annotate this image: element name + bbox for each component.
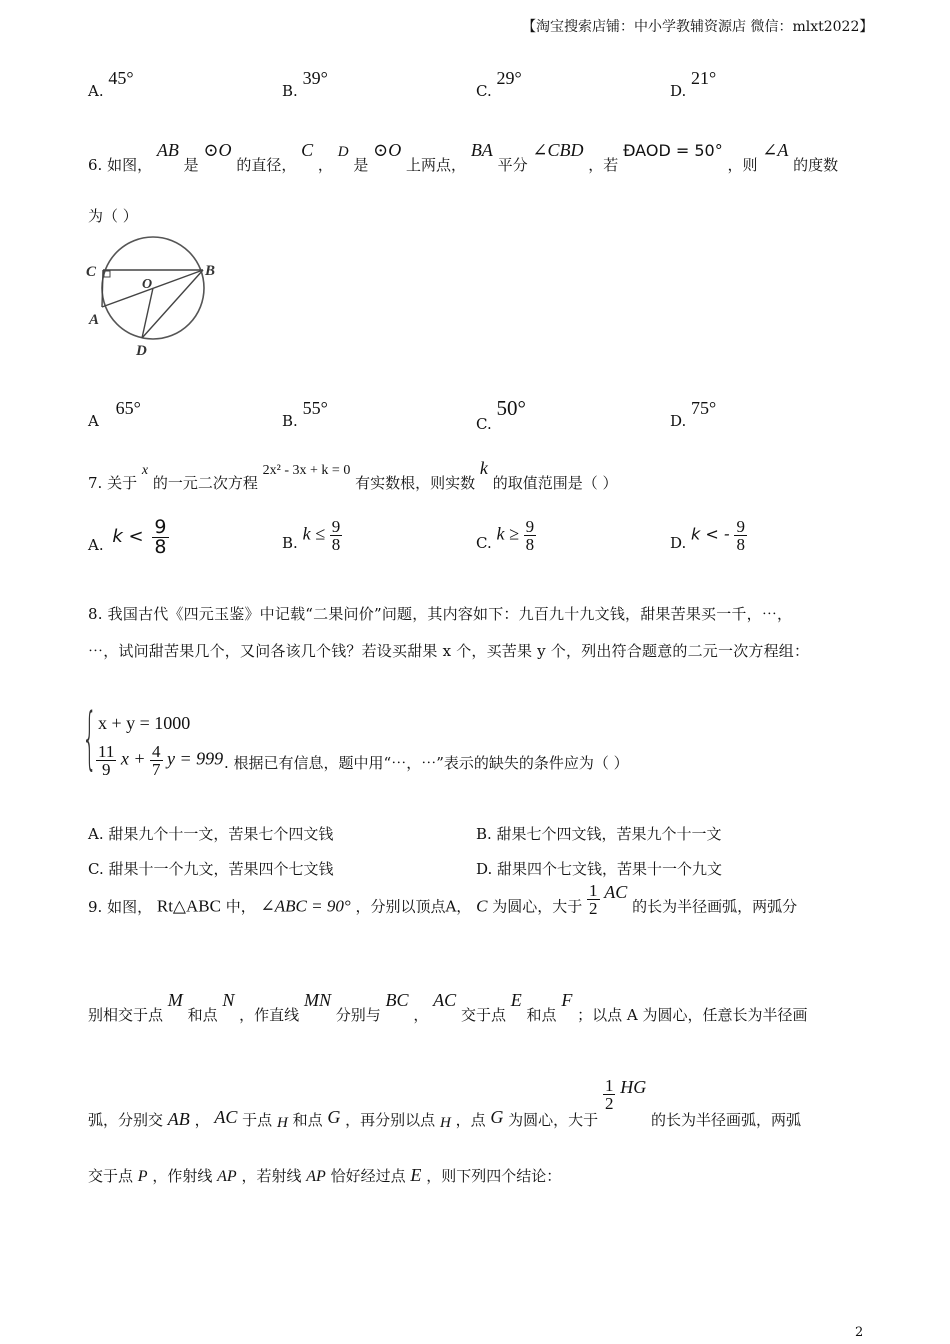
q8-after-text: . 根据已有信息，题中用“⋯，⋯”表示的缺失的条件应为（ ） — [224, 754, 629, 772]
text: 9. 如图， — [88, 897, 153, 916]
q8-option-c: C. 甜果十一个九文，苦果四个七文钱 — [88, 860, 334, 878]
fraction — [734, 518, 747, 553]
q7-option-a — [88, 518, 169, 557]
text: 为圆心，大于 — [492, 897, 583, 916]
q8-line2: ⋯，试问甜苦果几个，又问各该几个钱？若设买甜果 x 个，买苦果 y 个，列出符合题意的二元一次方程组： — [88, 642, 810, 660]
label-c: C — [86, 264, 97, 280]
fraction-half — [587, 882, 600, 917]
page-number: 2 — [855, 1325, 864, 1340]
label-d: D — [136, 343, 147, 359]
math-AP: AP — [217, 1168, 237, 1185]
denominator: 2 — [589, 899, 598, 918]
label-b: B — [205, 263, 216, 279]
math-k: k — [479, 458, 488, 478]
text: 恰好经过点 — [330, 1167, 406, 1185]
q9-line4 — [88, 1165, 561, 1186]
numerator: 9 — [736, 517, 745, 536]
option-label: B. — [282, 82, 298, 100]
q5-option-a — [88, 68, 134, 101]
text: 是 — [183, 156, 199, 174]
option-label: B. — [282, 412, 298, 430]
math-angle-aod: ÐAOD = 50° — [623, 141, 723, 160]
text: ， — [317, 156, 333, 174]
text: 为圆心，大于 — [508, 1110, 599, 1129]
q7-option-b — [282, 518, 342, 553]
math-BC: BC — [385, 990, 409, 1010]
math-H: H — [276, 1114, 288, 1131]
text: 别相交于点 — [88, 1006, 164, 1024]
math-AP: AP — [306, 1168, 326, 1185]
equation-2 — [96, 743, 223, 778]
math-rt-triangle: Rt△ABC — [156, 896, 221, 916]
text: ，若 — [588, 156, 619, 174]
text: 的长为半径画弧，两弧分 — [632, 897, 798, 916]
text: 的一元二次方程 — [152, 474, 258, 492]
q6-stem-line2: 为（ ） — [88, 207, 138, 225]
math-AB: AB — [156, 140, 179, 160]
math-D: D — [337, 144, 349, 160]
denominator: 8 — [525, 535, 535, 554]
text: 的取值范围是（ ） — [492, 474, 618, 492]
math-HG: HG — [620, 1076, 647, 1097]
math-C: C — [301, 140, 314, 160]
denominator: 8 — [331, 535, 341, 554]
text: ；以点 A 为圆心，任意长为半径画 — [577, 1006, 808, 1024]
option-lhs: k < — [112, 525, 144, 547]
math-AC: AC — [604, 881, 628, 902]
text: 平分 — [497, 156, 528, 174]
q6-stem-line1 — [88, 140, 838, 180]
math-angle-a: ∠A — [762, 140, 789, 160]
denominator: 8 — [154, 536, 167, 558]
option-lhs: k ≥ — [496, 523, 519, 544]
text: 有实数根，则实数 — [355, 474, 476, 492]
option-label: D. — [670, 533, 687, 552]
math-equation: 2x² - 3x + k = 0 — [262, 463, 351, 478]
q6-circle-figure — [84, 228, 224, 363]
text: ，则 — [727, 156, 758, 174]
option-value: 39° — [302, 68, 328, 88]
numerator: 9 — [154, 516, 167, 538]
q5-option-c — [476, 68, 522, 101]
numerator: 1 — [604, 1076, 614, 1095]
option-label: B. — [282, 533, 298, 552]
text: ，则下列四个结论： — [426, 1167, 562, 1185]
fraction — [524, 518, 537, 553]
math-angle-cbd: ∠CBD — [532, 140, 584, 160]
text: ，作射线 — [152, 1167, 213, 1185]
denominator: 8 — [736, 535, 745, 554]
option-label: A — [88, 412, 99, 430]
brace: { — [82, 699, 98, 778]
text: ，再分别以点 — [345, 1110, 436, 1129]
q8-equation-system — [82, 699, 232, 795]
equation-1: x + y = 1000 — [98, 713, 191, 733]
numerator: 9 — [525, 517, 535, 536]
math-P: P — [137, 1168, 148, 1185]
text: 于点 — [242, 1110, 273, 1129]
q9-line1 — [88, 881, 798, 950]
math-x: x — [141, 463, 149, 478]
math-G: G — [490, 1106, 504, 1127]
option-label: C. — [476, 415, 492, 433]
option-lhs: k ≤ — [302, 523, 325, 544]
text: ，点 — [455, 1110, 486, 1129]
text: ，若射线 — [241, 1167, 302, 1185]
math-angle-abc: ∠ABC = 90° — [260, 896, 351, 916]
text: 的长为半径画弧，两弧 — [651, 1110, 802, 1129]
text: 的度数 — [793, 156, 839, 174]
text: 交于点 — [460, 1006, 506, 1024]
text: 分别与 — [335, 1006, 381, 1024]
math-BA: BA — [470, 140, 493, 160]
q8-option-d: D. 甜果四个七文钱，苦果十一个九文 — [476, 860, 723, 878]
option-value: 29° — [496, 68, 522, 88]
q9-line2 — [88, 990, 808, 1024]
numerator: 9 — [331, 517, 341, 536]
option-label: D. — [670, 82, 687, 100]
text: 和点 — [187, 1006, 218, 1024]
option-label: A. — [88, 535, 104, 554]
q5-option-d — [670, 68, 717, 101]
option-value: 50° — [496, 396, 526, 420]
label-a: A — [89, 312, 100, 328]
numerator: 1 — [589, 881, 598, 900]
text: 弧，分别交 — [88, 1110, 164, 1129]
option-lhs: k < - — [691, 524, 730, 544]
math-AC: AC — [214, 1106, 238, 1127]
text: 是 — [353, 156, 369, 174]
math-AB: AB — [167, 1108, 190, 1129]
text: 的直径， — [236, 156, 297, 174]
eq-term: y = 999 — [167, 748, 224, 769]
q7-stem — [88, 458, 618, 492]
q8-option-b: B. 甜果七个四文钱，苦果九个十一文 — [476, 825, 722, 843]
q8-option-a: A. 甜果九个十一文，苦果七个四文钱 — [88, 825, 334, 843]
fraction — [96, 743, 116, 778]
fraction — [150, 743, 163, 778]
text: ， — [413, 1006, 429, 1024]
text: 交于点 — [88, 1167, 134, 1185]
option-label: D. — [670, 412, 687, 430]
text: 和点 — [292, 1110, 323, 1129]
math-M: M — [167, 990, 183, 1010]
q7-option-d — [670, 518, 747, 553]
label-o: O — [142, 277, 153, 292]
text: ，分别以顶点A， — [355, 897, 472, 916]
option-value: 75° — [691, 398, 717, 418]
math-F: F — [561, 990, 573, 1010]
option-label: C. — [476, 82, 492, 100]
segment-ca — [102, 270, 103, 307]
q7-option-c — [476, 518, 536, 553]
text: 6. 如图， — [88, 156, 153, 174]
text: 上两点， — [406, 156, 467, 174]
numerator: 4 — [152, 742, 161, 761]
math-AC: AC — [433, 990, 457, 1010]
denominator: 2 — [604, 1094, 614, 1113]
q6-option-b — [282, 398, 328, 431]
text: 7. 关于 — [88, 474, 138, 492]
math-N: N — [222, 990, 235, 1010]
math-G: G — [327, 1106, 341, 1127]
fraction — [152, 518, 168, 557]
q6-option-a — [88, 398, 141, 431]
option-value: 65° — [115, 398, 141, 418]
math-C: C — [476, 896, 488, 916]
text: 中， — [225, 897, 256, 916]
q9-line3 — [88, 1075, 801, 1135]
text: ， — [194, 1110, 210, 1129]
math-circle-o: ⊙O — [373, 140, 402, 160]
option-value: 45° — [108, 68, 134, 88]
fraction — [330, 518, 343, 553]
denominator: 7 — [152, 760, 161, 779]
text: 和点 — [526, 1006, 557, 1024]
q6-option-d — [670, 398, 717, 431]
q8-line1: 8. 我国古代《四元玉鉴》中记载“二果问价”问题，其内容如下：九百九十九文钱，甜果苦果买一千，⋯， — [88, 605, 793, 623]
q6-option-c — [476, 396, 526, 435]
math-E: E — [410, 1165, 422, 1185]
option-value: 55° — [302, 398, 328, 418]
option-value: 21° — [691, 68, 717, 88]
math-MN: MN — [303, 990, 331, 1010]
segment-od — [142, 288, 153, 338]
text: ，作直线 — [239, 1006, 300, 1024]
math-circle-o: ⊙O — [203, 140, 232, 160]
page-header: 【淘宝搜索店铺：中小学教辅资源店 微信：mlxt2022】 — [522, 19, 874, 35]
option-label: C. — [476, 533, 492, 552]
math-E: E — [510, 990, 522, 1010]
numerator: 11 — [98, 742, 115, 761]
eq-term: x + — [120, 748, 146, 769]
math-H: H — [439, 1114, 451, 1131]
option-label: A. — [88, 82, 104, 100]
q5-option-b — [282, 68, 328, 101]
fraction-half — [603, 1077, 616, 1112]
denominator: 9 — [101, 760, 111, 779]
